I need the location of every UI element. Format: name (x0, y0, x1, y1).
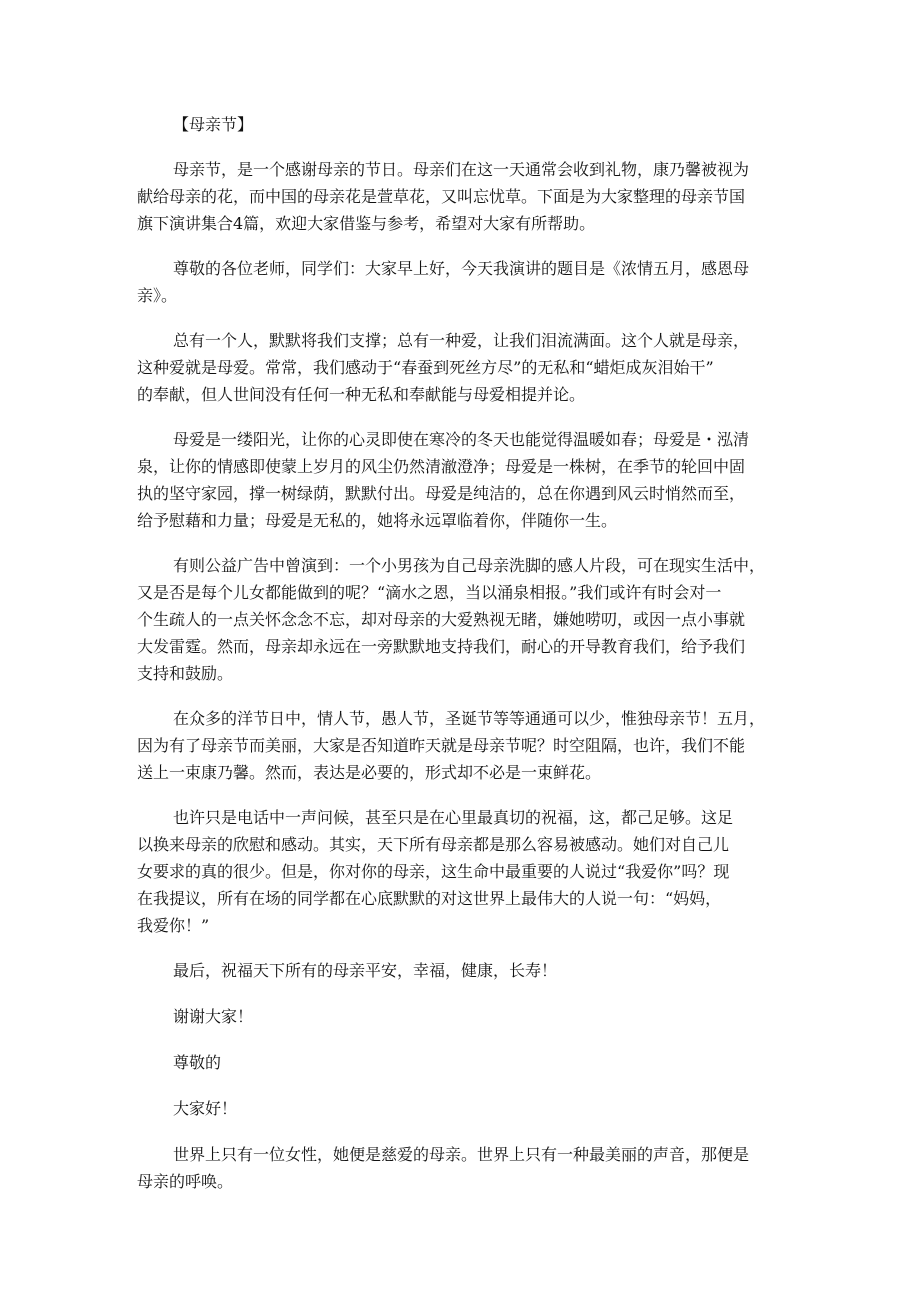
paragraph-line: 母亲的呼唤。 (137, 1172, 234, 1191)
paragraph-line: 女要求的真的很少。但是，你对你的母亲，这生命中最重要的人说过“我爱你”吗？现 (137, 862, 730, 881)
paragraph-advertisement (137, 552, 793, 687)
paragraph-woman (137, 1141, 793, 1195)
paragraph-line: 有则公益广告中曾演到：一个小男孩为自己母亲洗脚的感人片段，可在现实生活中， (173, 556, 766, 575)
paragraph-line: 尊敬的各位老师，同学们：大家早上好，今天我演讲的题目是《浓情五月，感恩母 (173, 259, 750, 278)
paragraph-line: 个生疏人的一点关怀念念不忘，却对母亲的大爱熟视无睹，嫌她唠叨，或因一点小事就 (137, 610, 746, 629)
paragraph-line: 大发雷霆。然而，母亲却永远在一旁默默地支持我们，耐心的开导教育我们，给予我们 (137, 637, 746, 656)
paragraph-line: 总有一个人，默默将我们支撑；总有一种爱，让我们泪流满面。这个人就是母亲， (173, 331, 750, 350)
paragraph-line: 送上一束康乃馨。然而，表达是必要的，形式却不必是一束鲜花。 (137, 763, 602, 782)
paragraph-line: 泉，让你的情感即使蒙上岁月的风尘仍然清澈澄净；母爱是一株树，在季节的轮回中固 (137, 457, 746, 476)
paragraph-line: 旗下演讲集合4篇，欢迎大家借鉴与参考，希望对大家有所帮助。 (137, 214, 596, 233)
paragraph-blessing (137, 957, 793, 984)
paragraph-line: 支持和鼓励。 (137, 664, 234, 683)
paragraph-holidays (137, 705, 793, 786)
paragraph-line: 又是否是每个儿女都能做到的呢？“滴水之恩，当以涌泉相报。”我们或许有时会对一 (137, 583, 722, 602)
paragraph-line: 母爱是一缕阳光，让你的心灵即使在寒冷的冬天也能觉得温暖如春；母爱是・泓清 (173, 430, 750, 449)
paragraph-line: 大家好！ (173, 1099, 238, 1118)
paragraph-sunshine (137, 426, 793, 534)
paragraph-line: 世界上只有一位女性，她便是慈爱的母亲。世界上只有一种最美丽的声音，那便是 (173, 1145, 750, 1164)
paragraph-maternal-love (137, 327, 793, 408)
paragraph-line: 以换来母亲的欣慰和感动。其实，天下所有母亲都是那么容易被感动。她们对自己儿 (137, 835, 730, 854)
paragraph-line: 也许只是电话中一声问候，甚至只是在心里最真切的祝福，这，都己足够。这足 (173, 808, 734, 827)
paragraph-line: 我爱你！” (137, 916, 210, 935)
paragraph-line: 给予慰藉和力量；母爱是无私的，她将永远罩临着你，伴随你一生。 (137, 511, 618, 530)
paragraph-line: 执的坚守家园，撑一树绿荫，默默付出。母爱是纯洁的，总在你遇到风云时悄然而至， (137, 484, 746, 503)
paragraph-hello (137, 1095, 793, 1122)
paragraph-intro (137, 156, 793, 237)
document-content (137, 111, 793, 1213)
paragraph-line: 的奉献，但人世间没有任何一种无私和奉献能与母爱相提并论。 (137, 385, 586, 404)
document-title: 【母亲节】 (173, 115, 254, 134)
paragraph-thanks (137, 1003, 793, 1030)
paragraph-greeting (137, 255, 793, 309)
paragraph-line: 这种爱就是母爱。常常，我们感动于“春蚕到死丝方尽”的无私和“蜡炬成灰泪始干” (137, 358, 714, 377)
paragraph-line: 在我提议，所有在场的同学都在心底默默的对这世界上最伟大的人说一句：“妈妈， (137, 889, 722, 908)
paragraph-line: 因为有了母亲节而美丽，大家是否知道昨天就是母亲节呢？时空阻隔，也许，我们不能 (137, 736, 746, 755)
paragraph-line: 献给母亲的花，而中国的母亲花是萱草花，又叫忘忧草。下面是为大家整理的母亲节国 (137, 187, 746, 206)
paragraph-line: 母亲节，是一个感谢母亲的节日。母亲们在这一天通常会收到礼物，康乃馨被视为 (173, 160, 750, 179)
paragraph-line: 亲》。 (137, 286, 178, 305)
paragraph-line: 谢谢大家！ (173, 1007, 254, 1026)
paragraph-line: 在众多的洋节日中，情人节，愚人节，圣诞节等等通通可以少，惟独母亲节！五月， (173, 709, 766, 728)
paragraph-line: 尊敬的 (173, 1053, 222, 1072)
paragraph-respected (137, 1049, 793, 1076)
paragraph-line: 最后，祝福天下所有的母亲平安，幸福，健康，长寿！ (173, 961, 558, 980)
paragraph-greeting-call (137, 804, 793, 939)
